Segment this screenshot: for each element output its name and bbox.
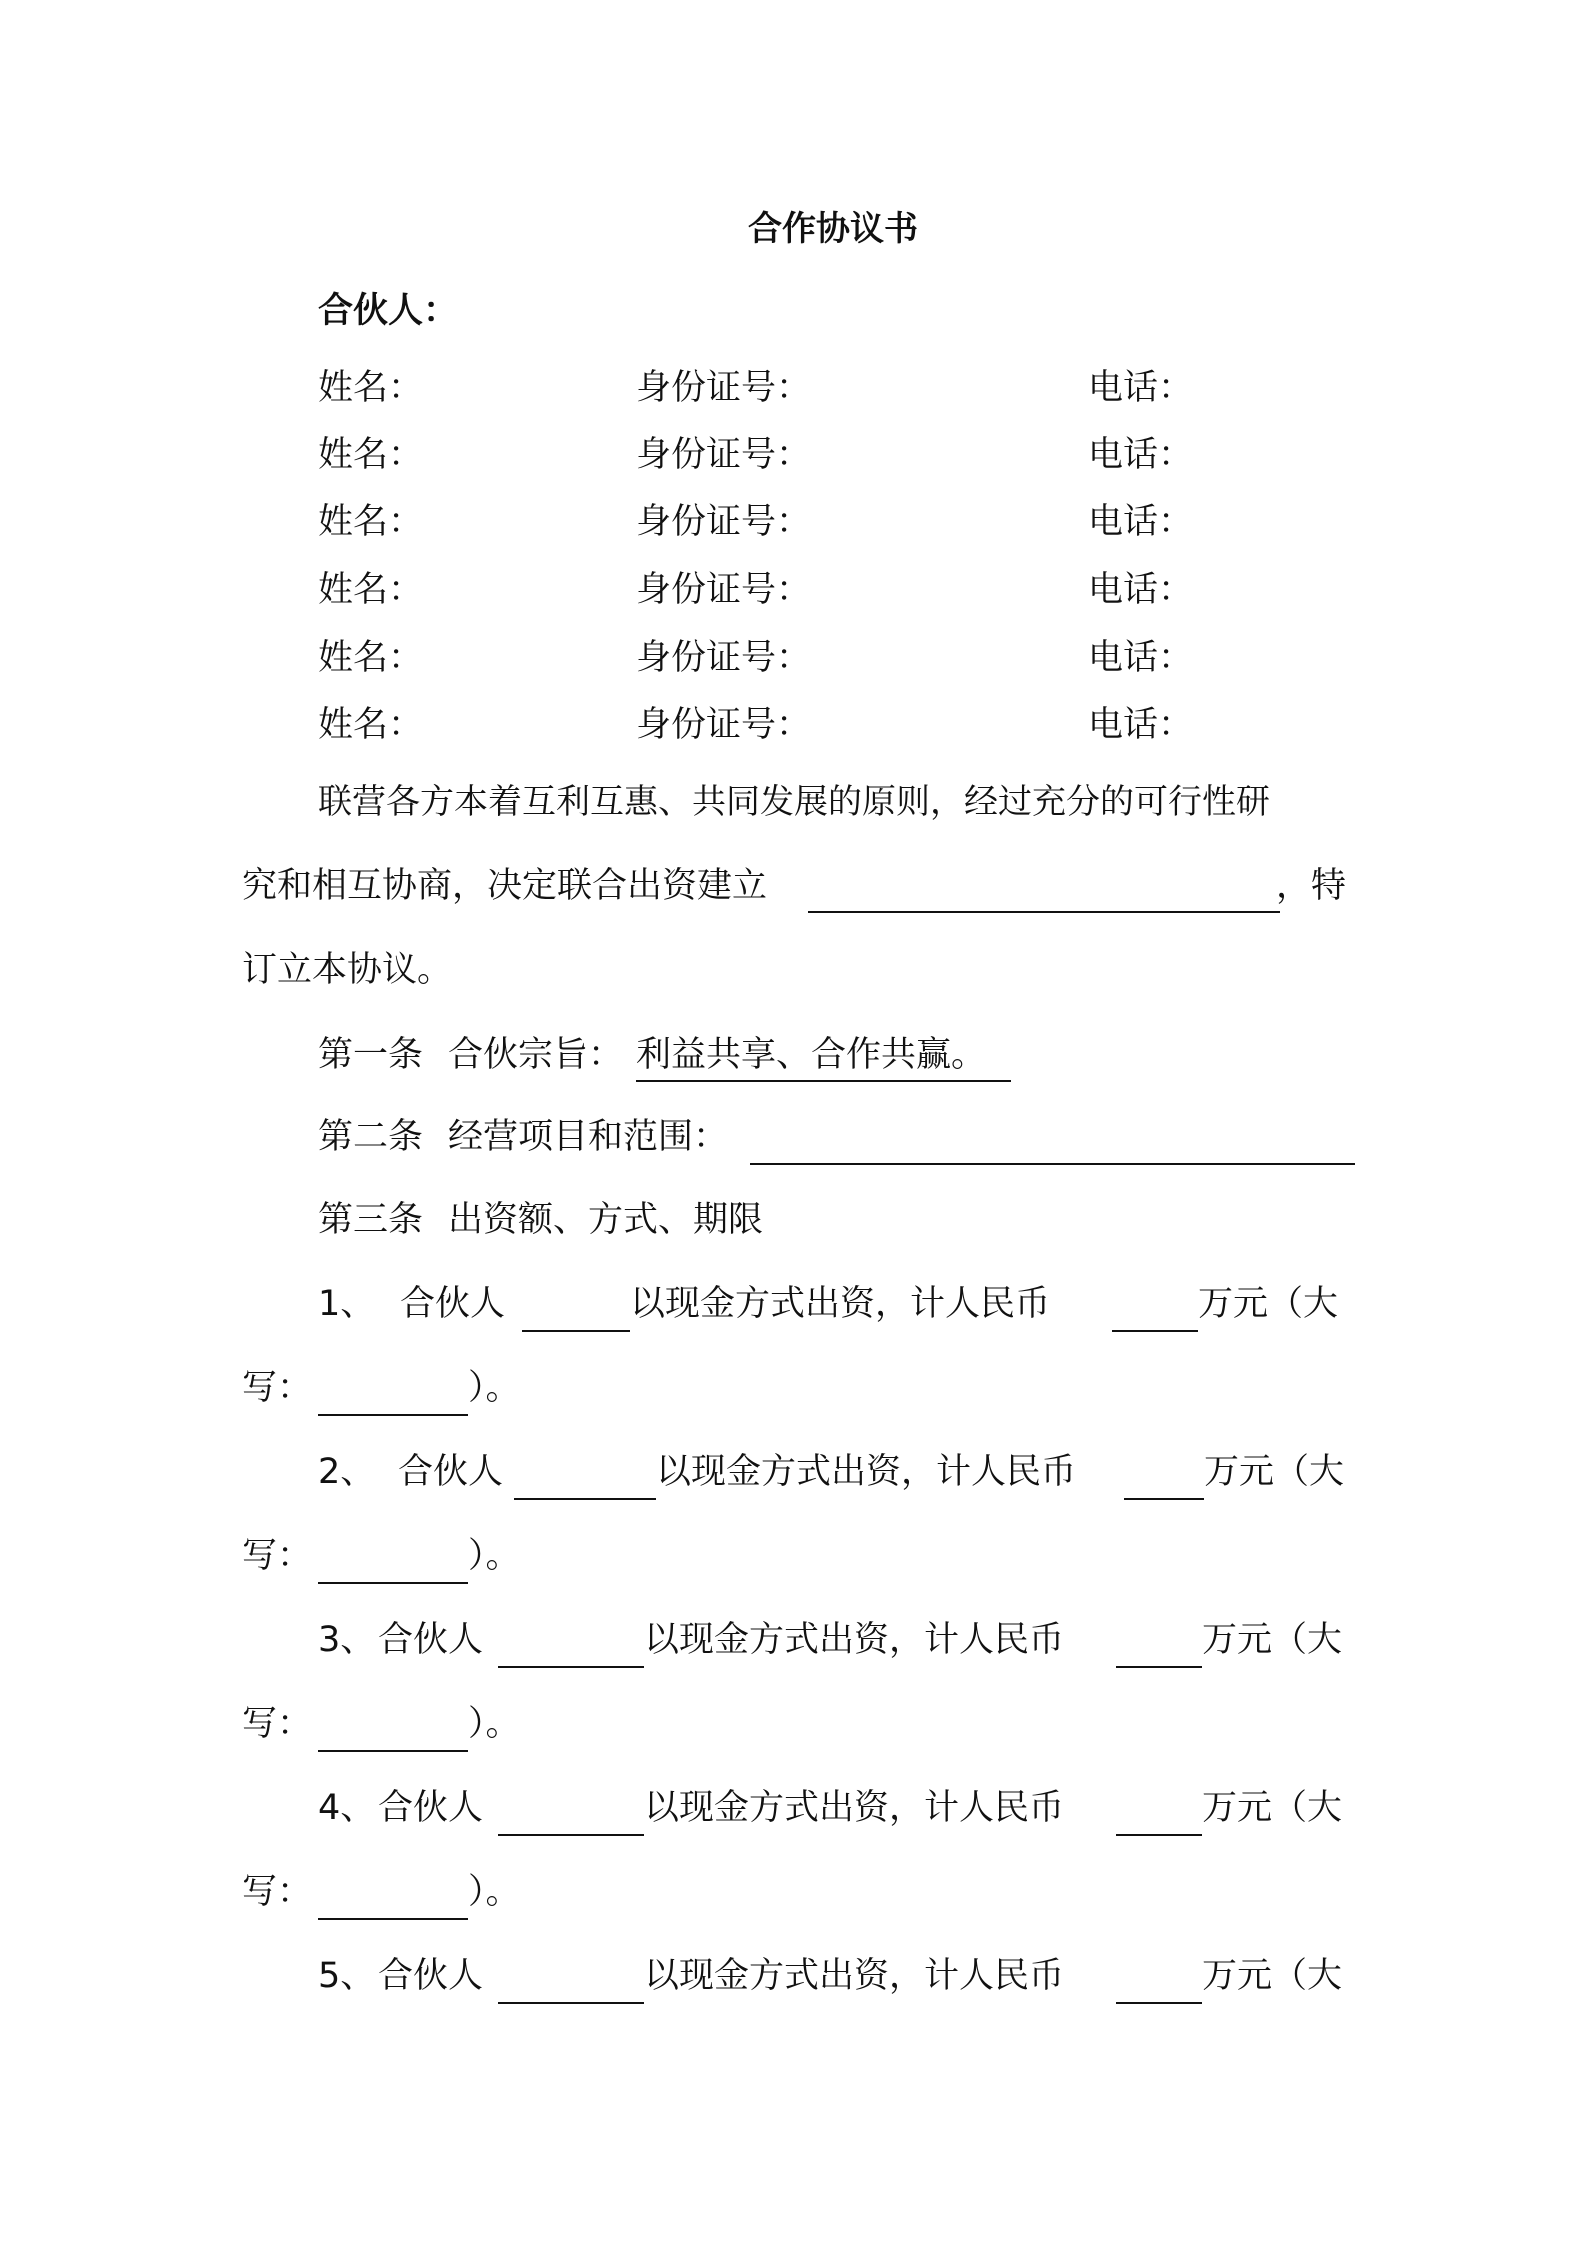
contribution-unit: 万元（大 (1202, 1788, 1343, 1828)
contribution-partner-label: 合伙人 (378, 1620, 484, 1660)
capital-label: 写： (242, 1872, 313, 1912)
partner-phone-label: 电话： (1088, 638, 1194, 678)
contribution-text: 以现金方式出资，计人民币 (644, 1620, 1065, 1660)
article-2-text: 经营项目和范围： (448, 1117, 729, 1157)
partner-name-blank[interactable] (498, 1666, 644, 1668)
partner-phone-label: 电话： (1088, 435, 1194, 475)
contribution-text: 以现金方式出资，计人民币 (630, 1284, 1051, 1324)
article-1-label: 第一条 (318, 1035, 424, 1075)
article-3-label: 第三条 (318, 1200, 424, 1240)
partner-phone-label: 电话： (1088, 705, 1194, 745)
document-title: 合作协议书 (748, 209, 918, 249)
contribution-unit: 万元（大 (1202, 1620, 1343, 1660)
contribution-partner-label: 合伙人 (398, 1452, 504, 1492)
partner-name-blank[interactable] (514, 1498, 656, 1500)
partner-name-label: 姓名： (318, 368, 424, 408)
enterprise-name-blank[interactable] (808, 911, 1280, 913)
capital-amount-blank[interactable] (318, 1582, 468, 1584)
partners-heading: 合伙人： (318, 291, 459, 331)
partner-name-blank[interactable] (498, 1834, 644, 1836)
capital-amount-blank[interactable] (318, 1750, 468, 1752)
contribution-partner-label: 合伙人 (400, 1284, 506, 1324)
capital-end: ）。 (468, 1872, 521, 1912)
capital-amount-blank[interactable] (318, 1414, 468, 1416)
contribution-text: 以现金方式出资，计人民币 (656, 1452, 1077, 1492)
contribution-text: 以现金方式出资，计人民币 (644, 1956, 1065, 1996)
article-1-underline (636, 1080, 1011, 1082)
intro-line-3: 订立本协议。 (242, 950, 453, 990)
partner-id-label: 身份证号： (636, 502, 812, 542)
contribution-unit: 万元（大 (1202, 1956, 1343, 1996)
amount-blank[interactable] (1116, 1834, 1202, 1836)
partner-name-label: 姓名： (318, 638, 424, 678)
contribution-partner-label: 合伙人 (378, 1956, 484, 1996)
partner-name-label: 姓名： (318, 502, 424, 542)
contribution-unit: 万元（大 (1198, 1284, 1339, 1324)
contribution-text: 以现金方式出资，计人民币 (644, 1788, 1065, 1828)
article-3-text: 出资额、方式、期限 (448, 1200, 764, 1240)
partner-id-label: 身份证号： (636, 368, 812, 408)
partner-name-label: 姓名： (318, 435, 424, 475)
business-scope-blank[interactable] (750, 1163, 1355, 1165)
partner-id-label: 身份证号： (636, 435, 812, 475)
contribution-number: 4、 (318, 1788, 376, 1828)
article-2-label: 第二条 (318, 1117, 424, 1157)
amount-blank[interactable] (1124, 1498, 1204, 1500)
capital-label: 写： (242, 1536, 313, 1576)
amount-blank[interactable] (1112, 1330, 1198, 1332)
contribution-number: 5、 (318, 1956, 376, 1996)
contribution-number: 2、 (318, 1452, 376, 1492)
capital-amount-blank[interactable] (318, 1918, 468, 1920)
partner-phone-label: 电话： (1088, 502, 1194, 542)
capital-label: 写： (242, 1368, 313, 1408)
partner-name-blank[interactable] (498, 2002, 644, 2004)
partner-phone-label: 电话： (1088, 570, 1194, 610)
partner-id-label: 身份证号： (636, 705, 812, 745)
article-1-value: 利益共享、合作共赢。 (636, 1035, 987, 1075)
capital-end: ）。 (468, 1368, 521, 1408)
amount-blank[interactable] (1116, 2002, 1202, 2004)
capital-end: ）。 (468, 1536, 521, 1576)
partner-name-blank[interactable] (522, 1330, 630, 1332)
intro-line-2: 究和相互协商，决定联合出资建立 (242, 866, 768, 906)
capital-end: ）。 (468, 1704, 521, 1744)
contribution-unit: 万元（大 (1204, 1452, 1345, 1492)
contribution-partner-label: 合伙人 (378, 1788, 484, 1828)
article-1-text: 合伙宗旨： (448, 1035, 624, 1075)
amount-blank[interactable] (1116, 1666, 1202, 1668)
contribution-number: 3、 (318, 1620, 376, 1660)
contribution-number: 1、 (318, 1284, 376, 1324)
partner-name-label: 姓名： (318, 570, 424, 610)
partner-name-label: 姓名： (318, 705, 424, 745)
intro-line-1: 联营各方本着互利互惠、共同发展的原则，经过充分的可行性研 (318, 782, 1270, 822)
partner-id-label: 身份证号： (636, 638, 812, 678)
partner-phone-label: 电话： (1088, 368, 1194, 408)
capital-label: 写： (242, 1704, 313, 1744)
partner-id-label: 身份证号： (636, 570, 812, 610)
intro-line-2-end: ，特 (1276, 866, 1347, 906)
